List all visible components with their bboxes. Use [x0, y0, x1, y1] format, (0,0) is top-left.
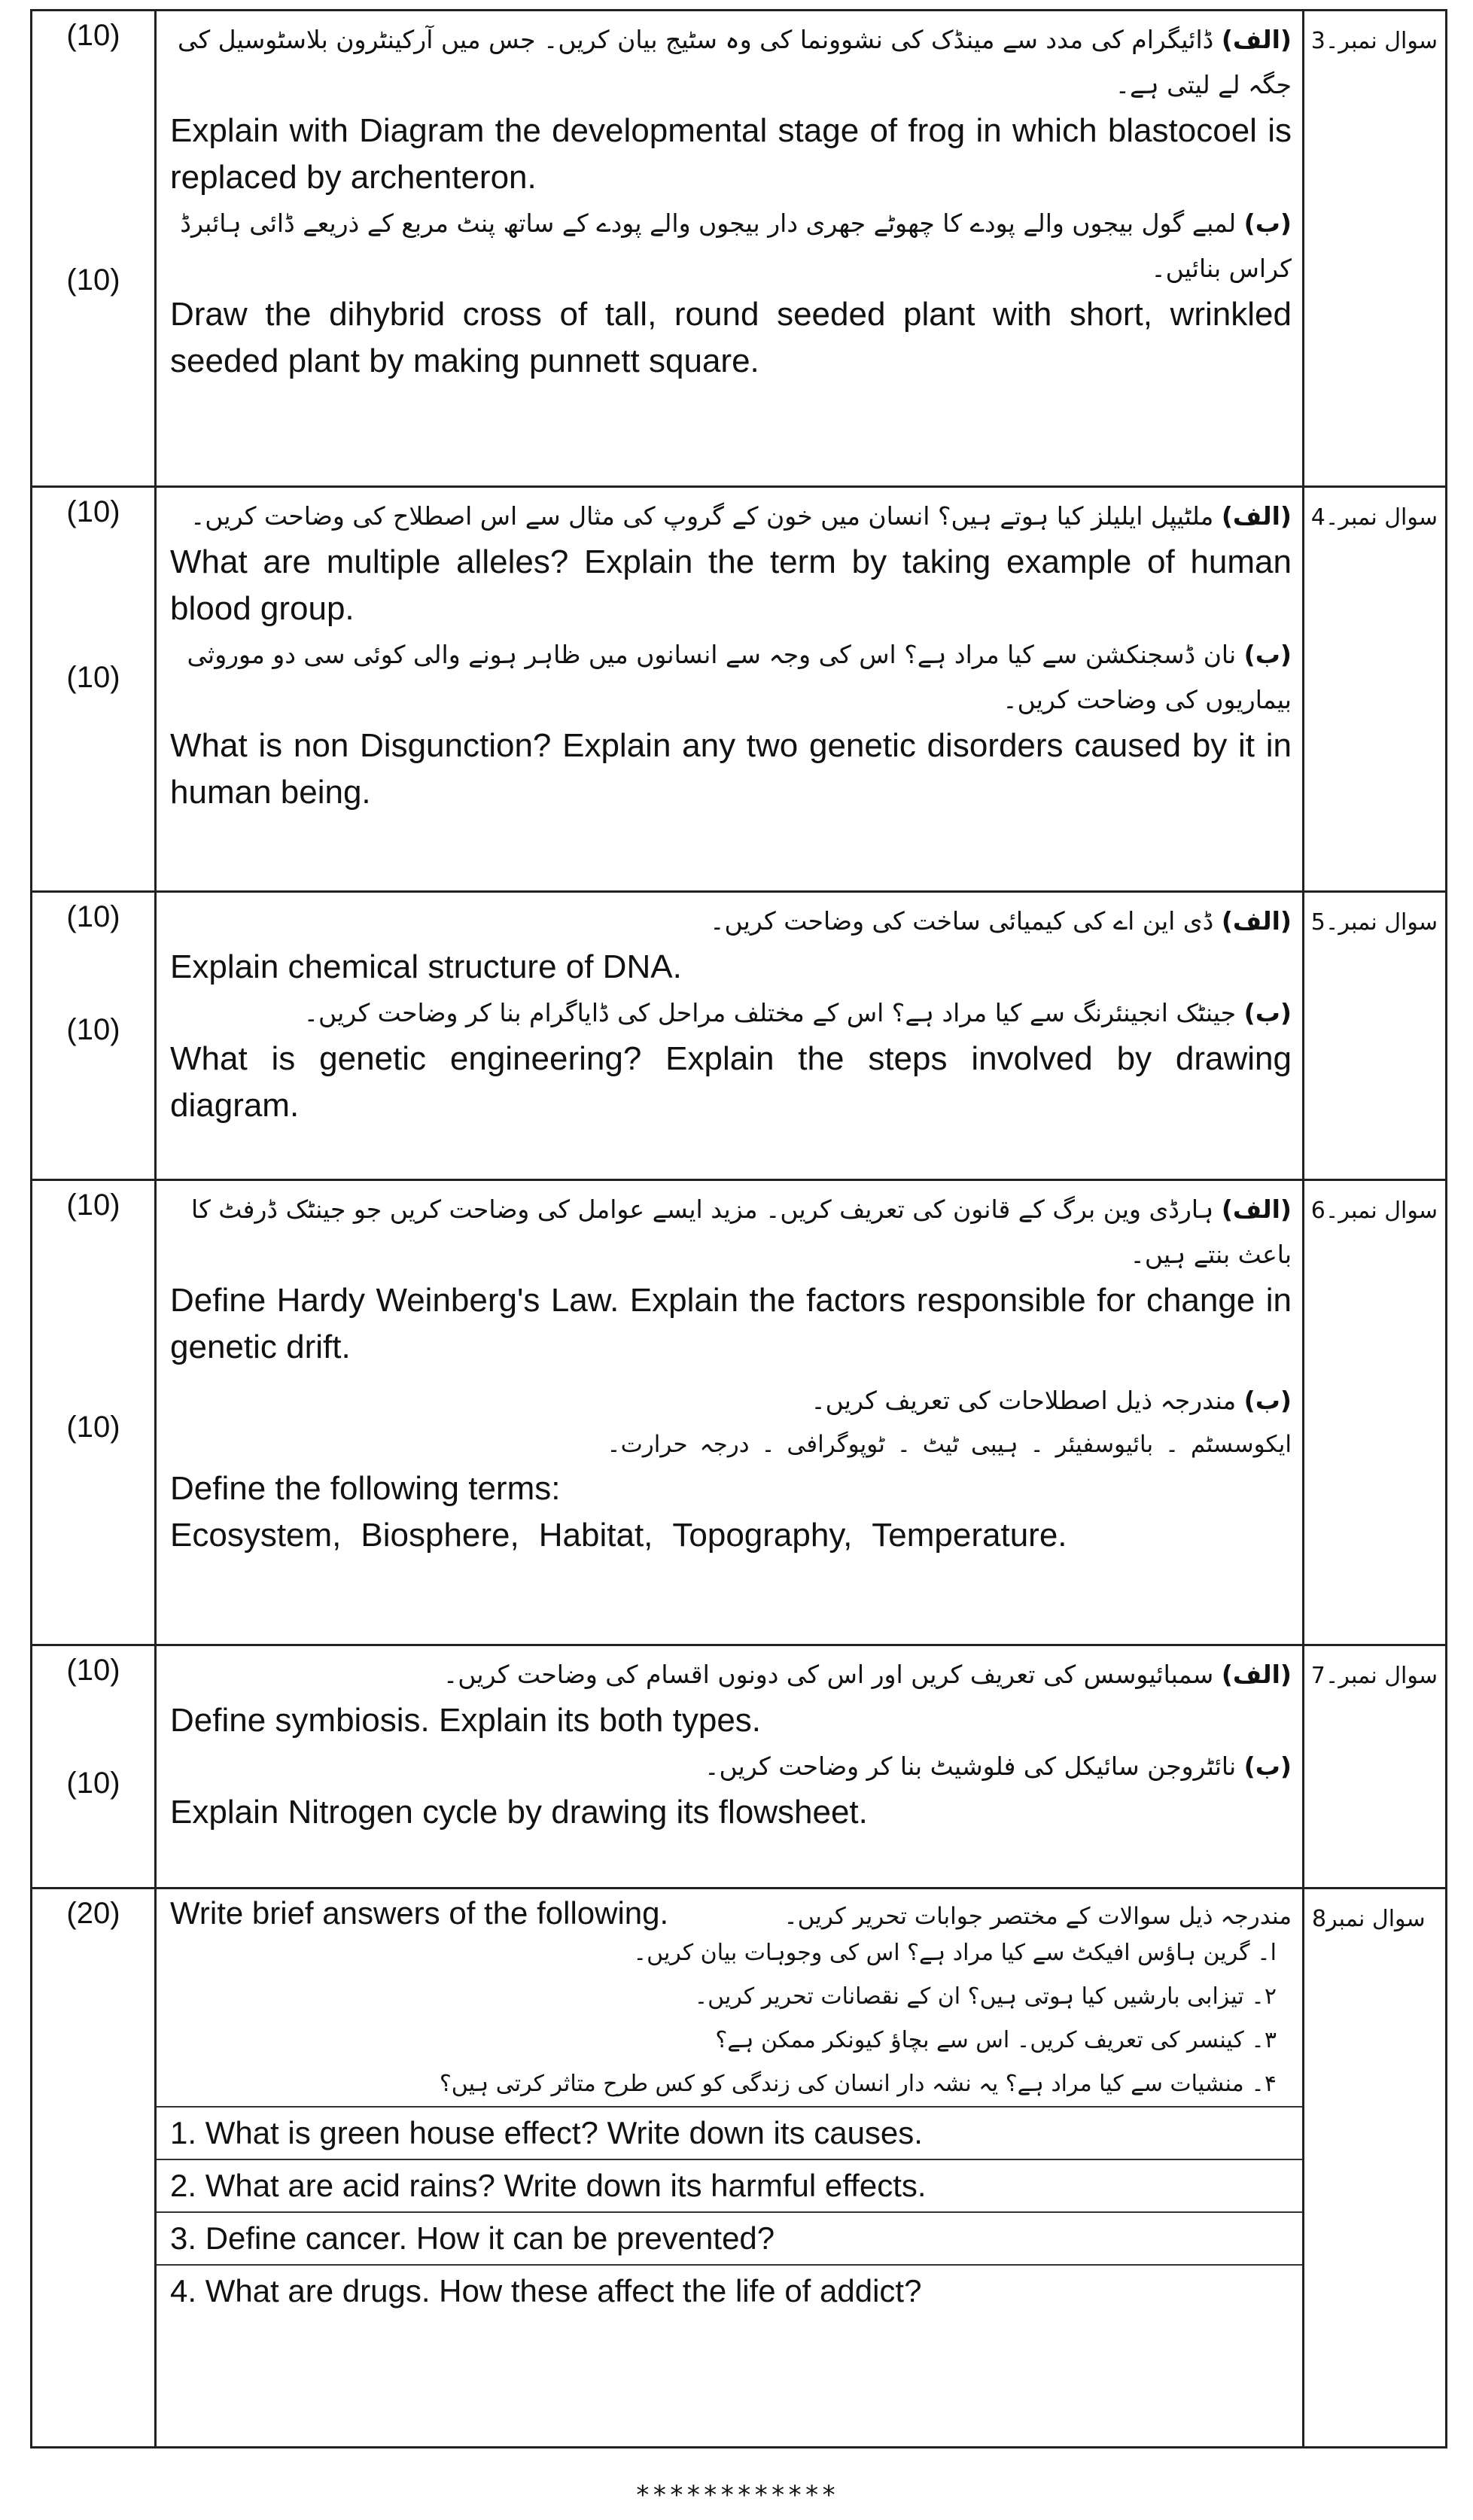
q7-number-cell [1304, 1645, 1447, 1888]
q7-b-urdu-block [170, 1744, 1292, 1789]
q7-a-label: (الف) [1221, 1660, 1292, 1689]
q8-number-cell [1304, 1888, 1447, 2448]
q4-a-label: (الف) [1221, 501, 1292, 531]
q4-number: سوال نمبر۔4 [1310, 504, 1438, 531]
question-7-row [32, 1645, 1447, 1888]
q8-urdu-item-4: ۴۔ منشیات سے کیا مراد ہے؟ یہ نشہ دار انسان کی زندگی کو کس طرح متاثر کرتی ہیں؟ [439, 2071, 1277, 2097]
q8-heading [170, 1895, 1292, 1931]
q6-b-english: Define the following terms: [170, 1470, 561, 1507]
q5-b-marks: (10) [66, 1013, 120, 1046]
term-topography: Topography, [672, 1517, 853, 1554]
q8-number: سوال نمبر8 [1312, 1906, 1426, 1932]
q4-a-urdu: ملٹیپل ایلیلز کیا ہوتے ہیں؟ انسان میں خون کے گروپ کی مثال سے اس اصطلاح کی وضاحت کریں۔ [190, 501, 1214, 531]
q8-body [156, 1888, 1304, 2448]
q6-a-label: (الف) [1221, 1195, 1292, 1224]
q4-b-label: (ب) [1243, 640, 1292, 669]
q6-b-urdu: مندرجہ ذیل اصطلاحات کی تعریف کریں۔ [811, 1386, 1237, 1415]
q5-b-urdu: جینٹک انجینئرنگ سے کیا مراد ہے؟ اس کے مختلف مراحل کی ڈایاگرام بنا کر وضاحت کریں۔ [303, 998, 1237, 1027]
q8-english-list [157, 2106, 1302, 2317]
end-of-paper-marker: ************ [635, 2480, 838, 2510]
q7-b-label: (ب) [1243, 1752, 1292, 1781]
q8-english-item-2: 2. What are acid rains? Write down its harmful effects. [157, 2159, 1302, 2211]
q8-heading-urdu: مندرجہ ذیل سوالات کے مختصر جوابات تحریر کریں۔ [784, 1903, 1292, 1930]
q5-a-marks: (10) [66, 900, 120, 933]
q3-a-english: Explain with Diagram the developmental stage of frog in which blastocoel is replaced by archenteron. [170, 112, 1292, 196]
q5-number-cell [1304, 892, 1447, 1180]
q4-b-english: What is non Disgunction? Explain any two genetic disorders caused by it in human being. [170, 727, 1292, 811]
q6-a-marks: (10) [66, 1188, 120, 1222]
q5-a-urdu-block [170, 899, 1292, 944]
question-5-row [32, 892, 1447, 1180]
q3-b-label: (ب) [1243, 208, 1292, 238]
q8-urdu-list [170, 1931, 1292, 2106]
q8-urdu-item-3: ۳۔ کینسر کی تعریف کریں۔ اس سے بچاؤ کیونکر ممکن ہے؟ [715, 2027, 1277, 2053]
q3-a-urdu-block [170, 17, 1292, 108]
q6-a-urdu-block [170, 1187, 1292, 1277]
q6-b-terms-urdu: ایکوسسٹم ۔ بائیوسفیئر ۔ ہیبی ٹیٹ ۔ ٹوپوگرافی ۔ درجہ حرارت۔ [607, 1431, 1292, 1458]
q5-b-english: What is genetic engineering? Explain the steps involved by drawing diagram. [170, 1040, 1292, 1124]
q7-a-english: Define symbiosis. Explain its both types. [170, 1702, 762, 1739]
q4-a-english: What are multiple alleles? Explain the term by taking example of human blood group. [170, 543, 1292, 627]
q5-a-english: Explain chemical structure of DNA. [170, 948, 682, 985]
q3-b-marks: (10) [66, 263, 120, 297]
q3-a-marks: (10) [66, 19, 120, 52]
q7-a-urdu: سمبائیوسس کی تعریف کریں اور اس کی دونوں اقسام کی وضاحت کریں۔ [443, 1660, 1214, 1689]
q4-b-urdu: نان ڈسجنکشن سے کیا مراد ہے؟ اس کی وجہ سے انسانوں میں ظاہر ہونے والی کوئی سی دو موروثی بیماریوں کی وضاحت کریں۔ [187, 640, 1292, 714]
q6-marks-cell [32, 1180, 156, 1645]
q5-number: سوال نمبر۔5 [1310, 909, 1438, 936]
q6-b-terms [170, 1512, 1292, 1559]
q4-body [156, 487, 1304, 892]
q8-urdu-item-1: ا۔ گرین ہاؤس افیکٹ سے کیا مراد ہے؟ اس کی وجوہات بیان کریں۔ [633, 1940, 1277, 1966]
q5-marks-cell [32, 892, 156, 1180]
term-biosphere: Biosphere, [361, 1517, 519, 1554]
q7-a-marks: (10) [66, 1654, 120, 1687]
q3-number-cell [1304, 11, 1447, 487]
q6-b-label: (ب) [1243, 1386, 1292, 1415]
term-habitat: Habitat, [538, 1517, 653, 1554]
q3-a-urdu: ڈائیگرام کی مدد سے مینڈک کی نشوونما کی وہ سٹیج بیان کریں۔ جس میں آرکینٹرون بلاسٹوسیل کی جگہ لے لیتی ہے۔ [177, 25, 1292, 99]
question-8-row [32, 1888, 1447, 2448]
q4-number-cell [1304, 487, 1447, 892]
q3-b-english: Draw the dihybrid cross of tall, round seeded plant with short, wrinkled seeded plant by making punnett square. [170, 296, 1292, 379]
q5-b-urdu-block [170, 991, 1292, 1036]
q7-marks-cell [32, 1645, 156, 1888]
q8-urdu-item-2: ۲۔ تیزابی بارشیں کیا ہوتی ہیں؟ ان کے نقصانات تحریر کریں۔ [694, 1983, 1277, 2010]
q3-marks-cell [32, 11, 156, 487]
q6-a-english: Define Hardy Weinberg's Law. Explain the factors responsible for change in genetic drift. [170, 1282, 1292, 1365]
q8-english-item-1: 1. What is green house effect? Write down its causes. [157, 2106, 1302, 2159]
q7-body [156, 1645, 1304, 1888]
q7-a-urdu-block [170, 1652, 1292, 1697]
q6-body [156, 1180, 1304, 1645]
question-3-row [32, 11, 1447, 487]
q4-b-marks: (10) [66, 661, 120, 694]
questions-table [30, 9, 1447, 2448]
q5-a-label: (الف) [1221, 906, 1292, 936]
question-4-row [32, 487, 1447, 892]
term-ecosystem: Ecosystem, [170, 1517, 342, 1554]
q5-b-label: (ب) [1243, 998, 1292, 1027]
q5-a-urdu: ڈی این اے کی کیمیائی ساخت کی وضاحت کریں۔ [710, 906, 1214, 936]
q7-b-urdu: نائٹروجن سائیکل کی فلوشیٹ بنا کر وضاحت کریں۔ [705, 1752, 1237, 1781]
q4-marks-cell [32, 487, 156, 892]
question-6-row [32, 1180, 1447, 1645]
q7-number: سوال نمبر۔7 [1310, 1663, 1438, 1689]
q4-b-urdu-block [170, 632, 1292, 723]
q8-marks-cell [32, 1888, 156, 2448]
term-temperature: Temperature. [872, 1517, 1067, 1554]
q6-number: سوال نمبر۔6 [1310, 1198, 1438, 1224]
q6-b-marks: (10) [66, 1411, 120, 1444]
q3-b-urdu-block [170, 201, 1292, 291]
q6-a-urdu: ہارڈی وین برگ کے قانون کی تعریف کریں۔ مزید ایسے عوامل کی وضاحت کریں جو جینٹک ڈرفٹ کا باعث بنتے ہیں۔ [191, 1195, 1292, 1269]
q5-body [156, 892, 1304, 1180]
q8-english-item-4: 4. What are drugs. How these affect the life of addict? [157, 2264, 1302, 2317]
q3-a-label: (الف) [1221, 25, 1292, 54]
question-paper [30, 9, 1445, 2448]
q7-b-marks: (10) [66, 1767, 120, 1800]
q8-marks: (20) [66, 1897, 120, 1930]
q8-heading-english: Write brief answers of the following. [170, 1895, 669, 1931]
q3-number: سوال نمبر۔3 [1310, 28, 1438, 54]
q3-body [156, 11, 1304, 487]
q4-a-marks: (10) [66, 495, 120, 528]
q7-b-english: Explain Nitrogen cycle by drawing its flowsheet. [170, 1794, 868, 1831]
q4-a-urdu-block [170, 494, 1292, 539]
q3-b-urdu: لمبے گول بیجوں والے پودے کا چھوٹے جھری دار بیجوں والے پودے کے ساتھ پنٹ مربع کے ذریعے ڈائی ہائبرڈ کراس بنائیں۔ [180, 208, 1292, 283]
q6-b-urdu-block [170, 1378, 1292, 1423]
q8-english-item-3: 3. Define cancer. How it can be prevented? [157, 2211, 1302, 2264]
q6-number-cell [1304, 1180, 1447, 1645]
